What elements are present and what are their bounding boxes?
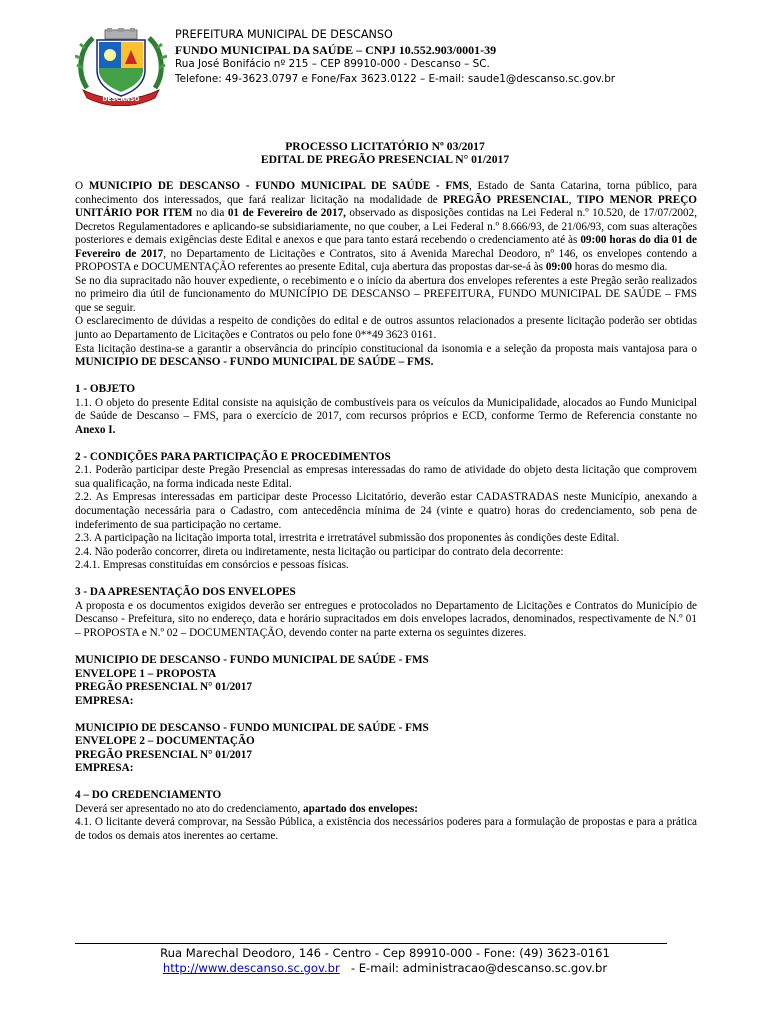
website-link[interactable]: http://www.descanso.sc.gov.br xyxy=(162,961,340,975)
section-2-item-4-1: 2.4.1. Empresas constituídas em consórcios e pessoas físicas. xyxy=(75,559,349,572)
letterhead-text xyxy=(175,28,615,86)
section-4-item-1: 4.1. O licitante deverá comprovar, na Sessão Pública, a existência dos necessários poderes para a formulação de propostas e para a prática de todos os demais atos inerentes ao certame. xyxy=(75,816,697,842)
process-title: PROCESSO LICITATÓRIO Nº 03/2017 xyxy=(285,140,485,153)
edital-title: EDITAL DE PREGÃO PRESENCIAL N° 01/2017 xyxy=(260,153,510,166)
intro-paragraph-3: O esclarecimento de dúvidas a respeito de condições do edital e de outros assuntos relacionados a presente licitação poderão ser obtidas junto ao Departamento de Licitações e Contratos ou pelo fone 0**49 3623 0161. xyxy=(75,315,697,342)
footer-address: Rua Marechal Deodoro, 146 - Centro - Cep 89910-000 - Fone: (49) 3623-0161 xyxy=(160,946,610,960)
envelope-2-label: MUNICIPIO DE DESCANSO - FUNDO MUNICIPAL DE SAÚDE - FMS ENVELOPE 2 – DOCUMENTAÇÃO PREGÃO PRESENCIAL N° 01/2017 EMPRESA: xyxy=(75,721,429,775)
letterhead xyxy=(75,28,755,108)
document-body xyxy=(75,180,697,844)
footer-email: - E-mail: administracao@descanso.sc.gov.br xyxy=(339,961,608,975)
section-1-heading: 1 - OBJETO xyxy=(75,383,136,396)
footer-contact xyxy=(0,961,770,976)
section-2-item-2: 2.2. As Empresas interessadas em participar deste Processo Licitatório, deverão estar CADASTRADAS neste Município, anexando a documentação necessária para o Cadastro, com antecedência mínima de 24 (vinte e quatro) horas do credenciamento, sob pena de indeferimento de sua participação no certame. xyxy=(75,491,697,531)
section-4-heading: 4 – DO CREDENCIAMENTO xyxy=(75,789,222,802)
section-2-item-3: 2.3. A participação na licitação importa total, irrestrita e irretratável submissão dos proponentes às condições deste Edital. xyxy=(75,532,620,545)
section-2-item-1: 2.1. Poderão participar deste Pregão Presencial as empresas interessadas do ramo de atividade do objeto desta licitação que comprovem sua qualificação, na forma indicada neste Edital. xyxy=(75,464,697,490)
intro-paragraph-2: Se no dia supracitado não houver expediente, o recebimento e o início da abertura dos envelopes referentes a este Pregão serão realizados no primeiro dia útil de funcionamento do MUNICÍPIO DE DESCANSO – PREFEITURA, FUNDO MUNICIPAL DE SAÚDE – FMS que se seguir. xyxy=(75,274,697,314)
intro-paragraph: O MUNICIPIO DE DESCANSO - FUNDO MUNICIPAL DE SAÚDE - FMS, Estado de Santa Catarina, torna público, para conhecimento dos interessados, que fará realizar licitação na modalidade de PREGÃO PRESENCIAL, TIPO MENOR PREÇO UNITÁRIO POR ITEM no dia 01 de Fevereiro de 2017, observado as disposições contidas na Lei Federal n.º 10.520, de 17/07/2002, Decretos Regulamentadores e aplicando-se subsidiariamente, no que couber, a Lei Federal n.º 8.666/93, de 21/06/93, com suas alterações posteriores e demais exigências deste Edital e anexos e que para tanto estará recebendo o credenciamento até às 09:00 horas do dia 01 de Fevereiro de 2017, no Departamento de Licitações e Contratos, sito á Avenida Marechal Deodoro, nº 146, os envelopes contendo a PROPOSTA e DOCUMENTAÇÃO referentes ao presente Edital, cuja abertura das propostas dar-se-á às 09:00 horas do mesmo dia. xyxy=(75,180,697,274)
section-2-heading: 2 - CONDIÇÕES PARA PARTICIPAÇÃO E PROCEDIMENTOS xyxy=(75,450,391,463)
section-2-item-4: 2.4. Não poderão concorrer, direta ou indiretamente, nesta licitação ou participar do contrato dela decorrente: xyxy=(75,545,564,558)
intro-paragraph-4: Esta licitação destina-se a garantir a observância do princípio constitucional da isonomia e a seleção da proposta mais vantajosa para o MUNICIPIO DE DESCANSO - FUNDO MUNICIPAL DE SAÚDE – FMS. xyxy=(75,342,697,369)
municipality-name: PREFEITURA MUNICIPAL DE DESCANSO xyxy=(175,28,393,41)
fund-name-cnpj: FUNDO MUNICIPAL DA SAÚDE – CNPJ 10.552.903/0001-39 xyxy=(175,42,497,57)
municipal-crest-logo xyxy=(75,28,167,106)
section-3-heading: 3 - DA APRESENTAÇÃO DOS ENVELOPES xyxy=(75,586,296,599)
section-4-intro: Deverá ser apresentado no ato do credenciamento, apartado dos envelopes: xyxy=(75,802,418,815)
envelope-1-label: MUNICIPIO DE DESCANSO - FUNDO MUNICIPAL DE SAÚDE - FMS ENVELOPE 1 – PROPOSTA PREGÃO PRESENCIAL N° 01/2017 EMPRESA: xyxy=(75,653,429,707)
crest-ribbon-text: DESCANSO xyxy=(102,96,140,103)
contact-line: Telefone: 49-3623.0797 e Fone/Fax 3623.0122 – E-mail: saude1@descanso.sc.gov.br xyxy=(175,72,616,85)
address-line: Rua José Bonifácio nº 215 – CEP 89910-000 - Descanso – SC. xyxy=(175,58,490,71)
section-3-paragraph: A proposta e os documentos exigidos deverão ser entregues e protocolados no Departamento de Licitações e Contratos do Município de Descanso - Prefeitura, sito no endereço, data e horário supracitados em dois envelopes lacrados, denominados, respectivamente de N.º 01 – PROPOSTA e N.º 02 – DOCUMENTAÇÃO, devendo conter na parte externa os seguintes dizeres. xyxy=(75,599,697,639)
footer-divider xyxy=(75,943,667,944)
section-1-paragraph: 1.1. O objeto do presente Edital consiste na aquisição de combustíveis para os veículos da Municipalidade, alocados ao Fundo Municipal de Saúde de Descanso – FMS, para o exercício de 2017, com recursos próprios e ECD, conforme Termo de Referencia constante no Anexo I. xyxy=(75,396,697,436)
